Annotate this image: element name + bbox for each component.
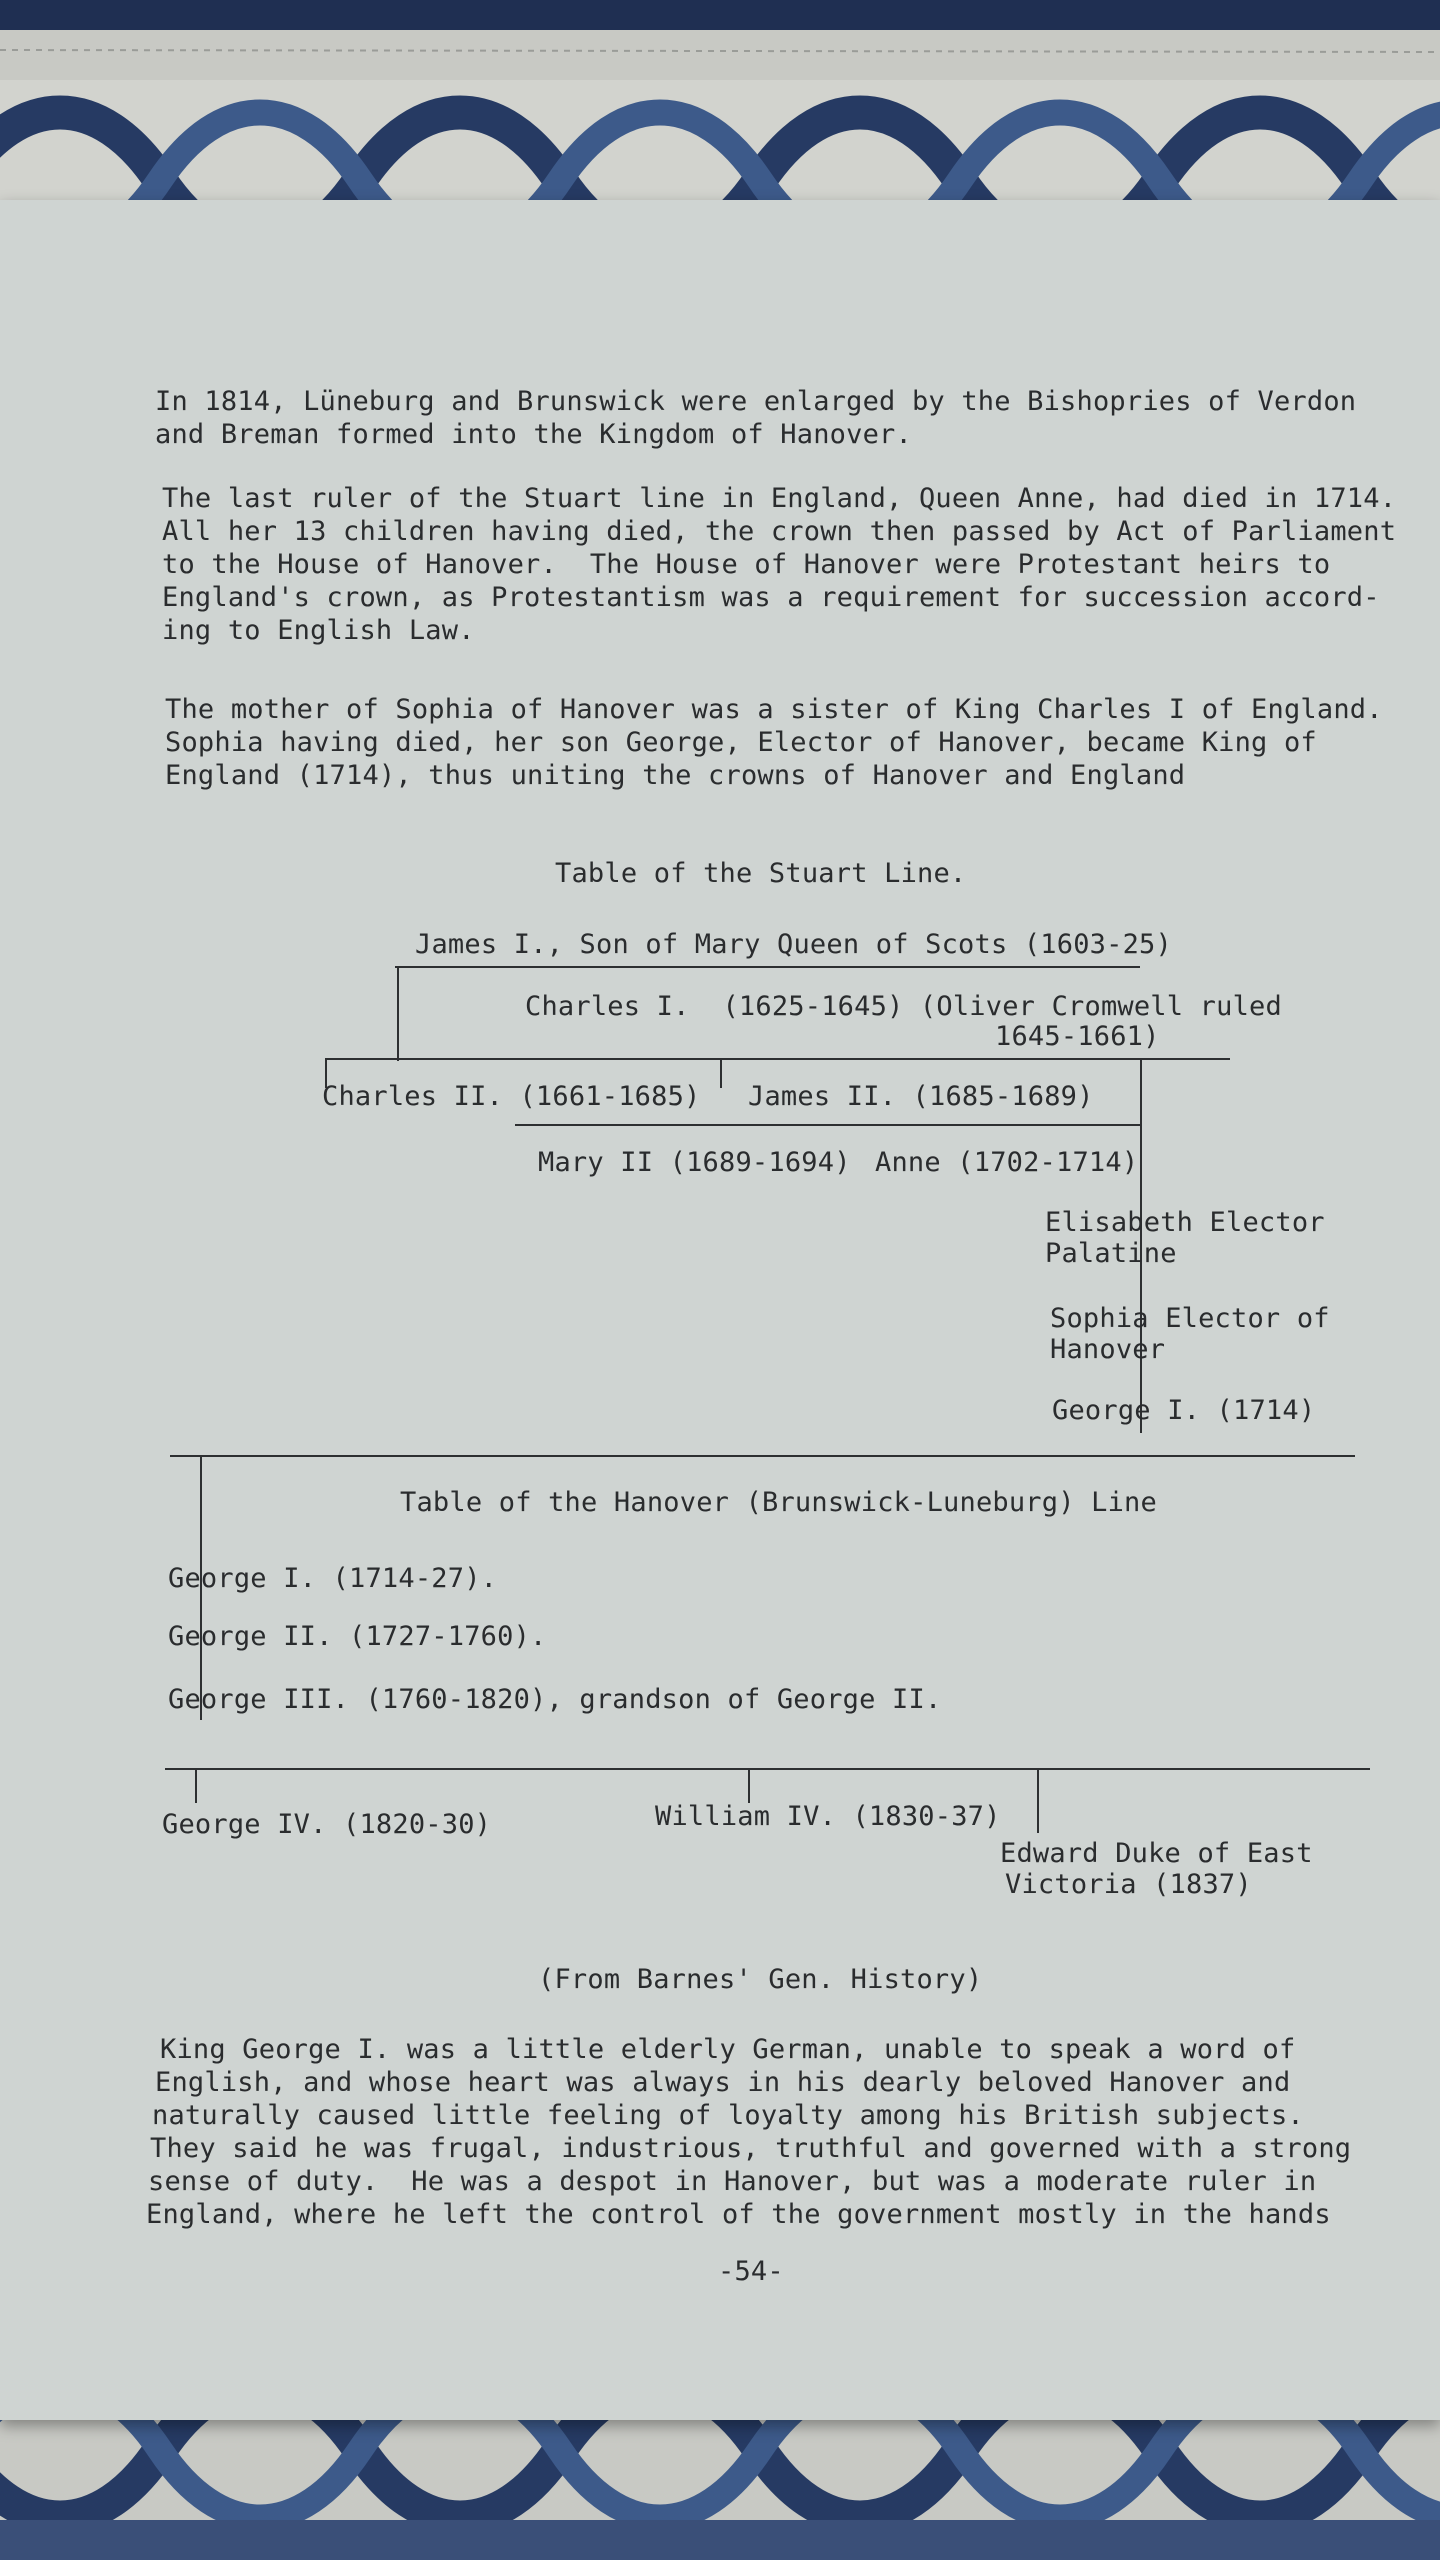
- stuart-james-ii: James II. (1685-1689): [748, 1081, 1094, 1112]
- hanover-table-title: Table of the Hanover (Brunswick-Luneburg) Line: [400, 1487, 1157, 1518]
- paragraph-1-line-2: and Breman formed into the Kingdom of Hanover.: [155, 419, 912, 450]
- final-paragraph-line-2: English, and whose heart was always in his dearly beloved Hanover and: [155, 2067, 1291, 2098]
- paragraph-1-line-1: In 1814, Lüneburg and Brunswick were enlarged by the Bishopries of Verdon: [155, 386, 1357, 417]
- hanover-george-iii: George III. (1760-1820), grandson of George II.: [168, 1684, 942, 1715]
- stuart-anne: Anne (1702-1714): [875, 1147, 1139, 1178]
- stuart-connector-line: [720, 1058, 722, 1088]
- stuart-james-i: James I., Son of Mary Queen of Scots (1603-25): [415, 929, 1172, 960]
- hanover-edward: Edward Duke of East: [1000, 1838, 1313, 1869]
- hanover-george-iv: George IV. (1820-30): [162, 1809, 492, 1840]
- source-citation: (From Barnes' Gen. History): [538, 1964, 983, 1995]
- stuart-charles-ii: Charles II. (1661-1685): [322, 1081, 701, 1112]
- stuart-charles-i: Charles I. (1625-1645) (Oliver Cromwell ruled: [525, 991, 1282, 1022]
- paragraph-2-line-1: The last ruler of the Stuart line in England, Queen Anne, had died in 1714.: [162, 483, 1397, 514]
- hanover-connector-line: [748, 1768, 750, 1803]
- paragraph-3-line-1: The mother of Sophia of Hanover was a sister of King Charles I of England.: [165, 694, 1383, 725]
- final-paragraph-line-5: sense of duty. He was a despot in Hanover, but was a moderate ruler in: [148, 2166, 1317, 2197]
- stuart-george-i: George I. (1714): [1052, 1395, 1316, 1426]
- hanover-connector-line: [195, 1768, 197, 1803]
- stuart-sophia: Sophia Elector of: [1050, 1303, 1330, 1334]
- page-number: -54-: [718, 2256, 784, 2287]
- paragraph-2-line-4: England's crown, as Protestantism was a requirement for succession accord-: [162, 582, 1380, 613]
- stuart-connector-line: [395, 966, 1140, 968]
- final-paragraph-line-3: naturally caused little feeling of loyalty among his British subjects.: [152, 2100, 1304, 2131]
- stuart-connector-line: [325, 1058, 1230, 1060]
- stuart-sophia-cont: Hanover: [1050, 1334, 1166, 1365]
- stuart-charles-i-cont: 1645-1661): [995, 1021, 1160, 1052]
- paragraph-2-line-2: All her 13 children having died, the crown then passed by Act of Parliament: [162, 516, 1397, 547]
- stuart-table-title: Table of the Stuart Line.: [555, 858, 967, 889]
- woven-pattern-bottom: [0, 2410, 1440, 2560]
- stuart-connector-line: [515, 1124, 1140, 1126]
- stuart-mary-ii: Mary II (1689-1694): [538, 1147, 851, 1178]
- paragraph-3-line-2: Sophia having died, her son George, Elector of Hanover, became King of: [165, 727, 1317, 758]
- hanover-connector-line: [165, 1768, 1370, 1770]
- hanover-george-i: George I. (1714-27).: [168, 1563, 498, 1594]
- paragraph-2-line-5: ing to English Law.: [162, 615, 475, 646]
- paragraph-3-line-3: England (1714), thus uniting the crowns of Hanover and England: [165, 760, 1186, 791]
- final-paragraph-line-1: King George I. was a little elderly German, unable to speak a word of: [160, 2034, 1296, 2065]
- stuart-connector-line: [397, 966, 399, 1061]
- final-paragraph-line-4: They said he was frugal, industrious, truthful and governed with a strong: [150, 2133, 1352, 2164]
- hanover-william-iv: William IV. (1830-37): [655, 1801, 1001, 1832]
- stuart-elisabeth-cont: Palatine: [1045, 1238, 1177, 1269]
- final-paragraph-line-6: England, where he left the control of the government mostly in the hands: [146, 2199, 1331, 2230]
- hanover-george-ii: George II. (1727-1760).: [168, 1621, 547, 1652]
- hanover-victoria: Victoria (1837): [1005, 1869, 1252, 1900]
- paragraph-2-line-3: to the House of Hanover. The House of Hanover were Protestant heirs to: [162, 549, 1331, 580]
- woven-pattern-top: [0, 30, 1440, 200]
- hanover-connector-line: [170, 1455, 1355, 1457]
- stuart-elisabeth: Elisabeth Elector: [1045, 1207, 1325, 1238]
- hanover-connector-line: [1037, 1768, 1039, 1833]
